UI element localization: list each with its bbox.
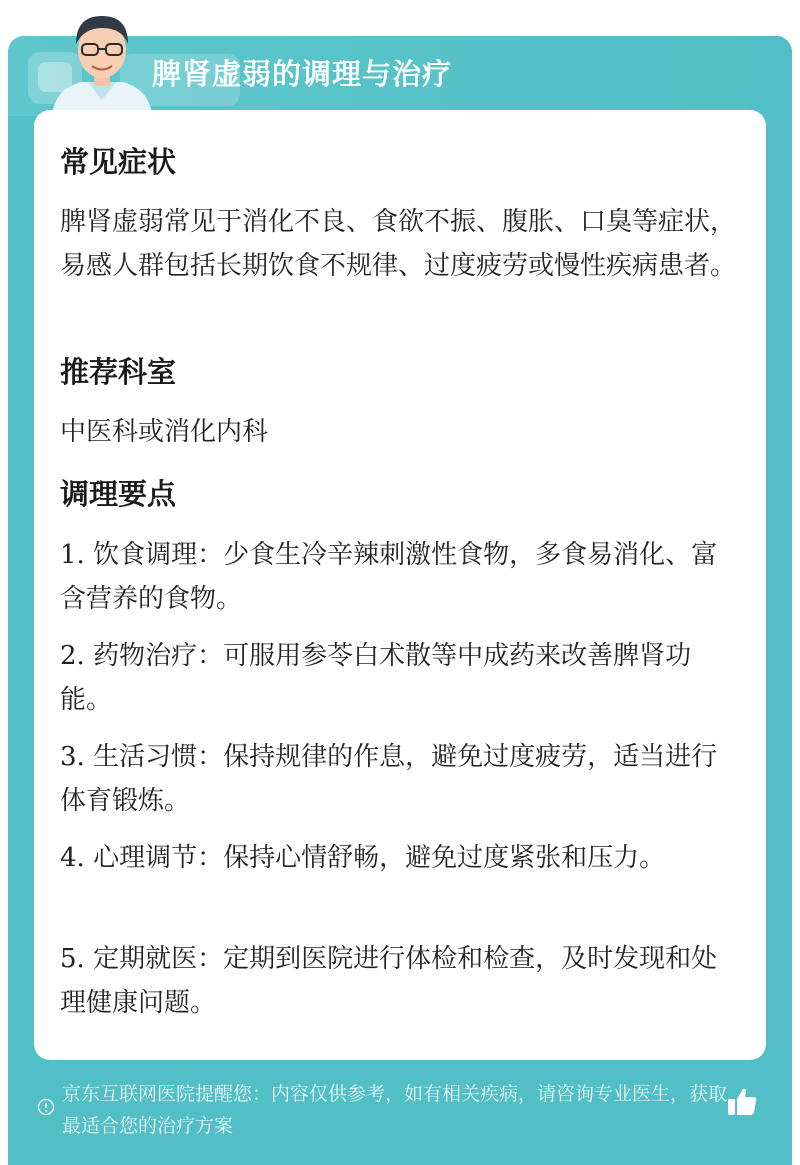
list-item-text: 饮食调理：少食生冷辛辣刺激性食物，多食易消化、富含营养的食物。 — [60, 540, 718, 614]
list-item-number: 4. — [60, 843, 85, 873]
list-item-number: 5. — [60, 944, 85, 974]
list-item-text: 心理调节：保持心情舒畅，避免过度紧张和压力。 — [93, 843, 666, 873]
list-item — [60, 836, 740, 880]
list-item-text: 药物治疗：可服用参苓白术散等中成药来改善脾肾功能。 — [60, 641, 692, 715]
section-heading-tips: 调理要点 — [60, 477, 177, 511]
thumbs-up-icon[interactable] — [724, 1084, 760, 1120]
list-item — [60, 634, 740, 722]
section-text-department: 中医科或消化内科 — [60, 417, 269, 447]
list-item-text: 生活习惯：保持规律的作息，避免过度疲劳，适当进行体育锻炼。 — [60, 742, 718, 816]
list-item-number: 1. — [60, 540, 85, 570]
list-item-number: 3. — [60, 742, 85, 772]
section-heading-department: 推荐科室 — [60, 355, 177, 389]
list-item — [60, 735, 740, 823]
doctor-avatar — [42, 4, 162, 114]
list-item — [60, 533, 740, 621]
page-title: 脾肾虚弱的调理与治疗 — [152, 57, 453, 91]
footer-disclaimer: 京东互联网医院提醒您：内容仅供参考，如有相关疾病，请咨询专业医生，获取最适合您的治疗方案 — [62, 1083, 728, 1137]
section-text-symptoms: 脾肾虚弱常见于消化不良、食欲不振、腹胀、口臭等症状，易感人群包括长期饮食不规律、过度疲劳或慢性疾病患者。 — [60, 207, 737, 281]
info-circle-icon — [37, 1098, 55, 1116]
list-item-text: 定期就医：定期到医院进行体检和检查，及时发现和处理健康问题。 — [60, 944, 718, 1018]
list-item-number: 2. — [60, 641, 85, 671]
section-heading-symptoms: 常见症状 — [60, 145, 177, 179]
list-item — [60, 937, 740, 1025]
